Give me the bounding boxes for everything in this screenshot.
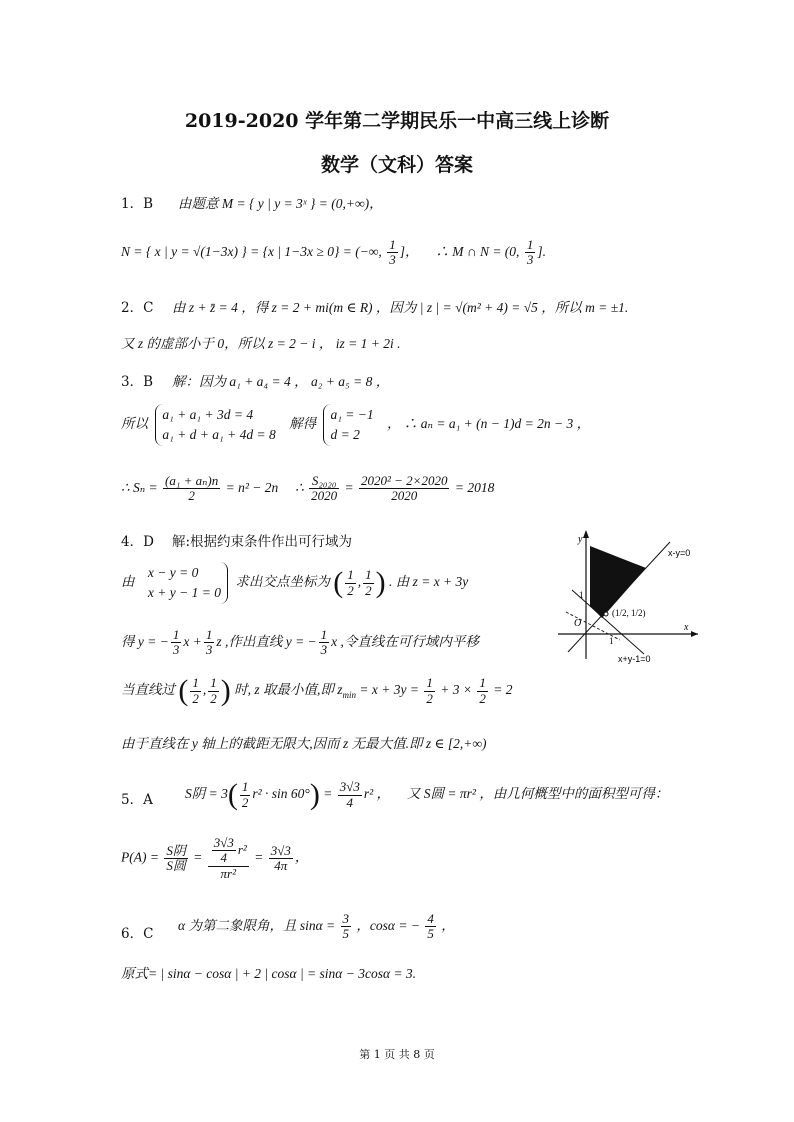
line-a-label: x-y=0 (668, 548, 691, 558)
document-title: 2019-2020 学年第二学期民乐一中高三线上诊断 (184, 110, 610, 132)
x-axis-label: x (684, 622, 689, 633)
feasible-region-graph (548, 524, 708, 664)
point-label: (1/2, 1/2) (612, 608, 646, 618)
q4-line3: 得 y = − $\frac{1}{3}$ x + $\frac{1}{3}$ z ,作出直线 y = − $\frac{1}{3}$ x ,令直线在可行域内平移 (121, 627, 479, 658)
y-axis-label: y (578, 534, 583, 545)
q1-label: 1．B (121, 196, 154, 212)
q2-line2: 又 z 的虚部小于 0，所以 z = 2 − i ， iz = 1 + 2i . (121, 336, 401, 351)
q3-line1: 解：因为 a₁ + a₄ = 4 ， a₂ + a₅ = 8 ， (172, 374, 390, 389)
q3-label: 3．B (121, 374, 154, 390)
q6-line2: 原式= | sinα − cosα | + 2 | cosα | = sinα − 3cosα = 3. (121, 966, 417, 981)
q6-label: 6．C (121, 926, 154, 942)
q2-label: 2．C (121, 300, 154, 316)
x-tick-one: 1 (609, 636, 614, 646)
y-axis-arrow (583, 530, 589, 538)
line-b-label: x+y-1=0 (618, 654, 651, 664)
q5-line1: S阴 = 3( $\frac{1}{2}$ r² · sin 60°) = $\frac{3√3}{4}$ r² ， 又 S圆 = πr² ，由几何概型中的面积型可得： (185, 778, 669, 811)
q3-system-line: 所以 a₁ + a₁ + 3d = 4 a₁ + d + a₁ + 4d = 8 解得 a₁ = −1 d = 2 ， ∴ aₙ = a₁ + (n − 1)d = 2n − 3 ， (121, 404, 590, 446)
origin-label: O (574, 618, 582, 629)
q4-line2: 由 x − y = 0 x + y − 1 = 0 求出交点坐标为 ( $\frac{1}{2}$ , $\frac{1}{2}$ ) . 由 z = x + 3y (121, 562, 468, 604)
q1-line2: N = { x | y = √(1−3x) } = {x | 1−3x ≥ 0} = (−∞, $\frac{1}{3}$ ]， ∴ M ∩ N = (0, $\frac{1}{3}$ ]. (121, 237, 546, 268)
q4-line4: 当直线过 ( $\frac{1}{2}$ , $\frac{1}{2}$ ) 时, z 取最小值,即 $z_{min} = x + 3y$ = $\frac{1}{2}$ + 3 × $\frac{1}{2}$ = 2 (121, 674, 513, 707)
x-axis-arrow (691, 631, 698, 637)
q2-line1: 由 z + z̄ = 4 ，得 z = 2 + mi(m ∈ R) ，因为 | z | = √(m² + 4) = √5 ，所以 m = ±1. (172, 300, 629, 315)
q6-line1: α 为第二象限角，且 sinα = $\frac{3}{5}$ ，cosα = − $\frac{4}{5}$ ， (178, 911, 455, 942)
q4-line1: 解:根据约束条件作出可行域为 (172, 534, 353, 550)
q3-sum-line: ∴ Sₙ = $\frac{\text{(a₁ + aₙ)n}}{2}$ = n² − 2n ∴ $\frac{\text{S₂₀₂₀}}{2020}$ = $\frac{\text{2020² − 2×2020}}{2020}$ = 2018 (121, 473, 495, 504)
q4-line5: 由于直线在 y 轴上的截距无限大,因而 z 无最大值.即 z ∈ [2,+∞) (121, 736, 487, 751)
q5-probability: P(A) = $\frac{\text{S阴}}{\text{S圆}}$ = $\frac{3√3}{4}$ r² πr² = $\frac{3√3}{4\pi}$ ， (121, 835, 309, 881)
y-tick-one: 1 (579, 590, 584, 600)
document-subtitle: 数学（文科）答案 (320, 154, 473, 176)
q5-label: 5．A (121, 792, 153, 808)
q1-line1: 由题意 M = { y | y = 3ˣ } = (0,+∞)， (178, 196, 383, 211)
q4-label: 4．D (121, 534, 154, 550)
intersection-point (604, 612, 608, 616)
page-footer: 第 1 页 共 8 页 (359, 1048, 435, 1061)
